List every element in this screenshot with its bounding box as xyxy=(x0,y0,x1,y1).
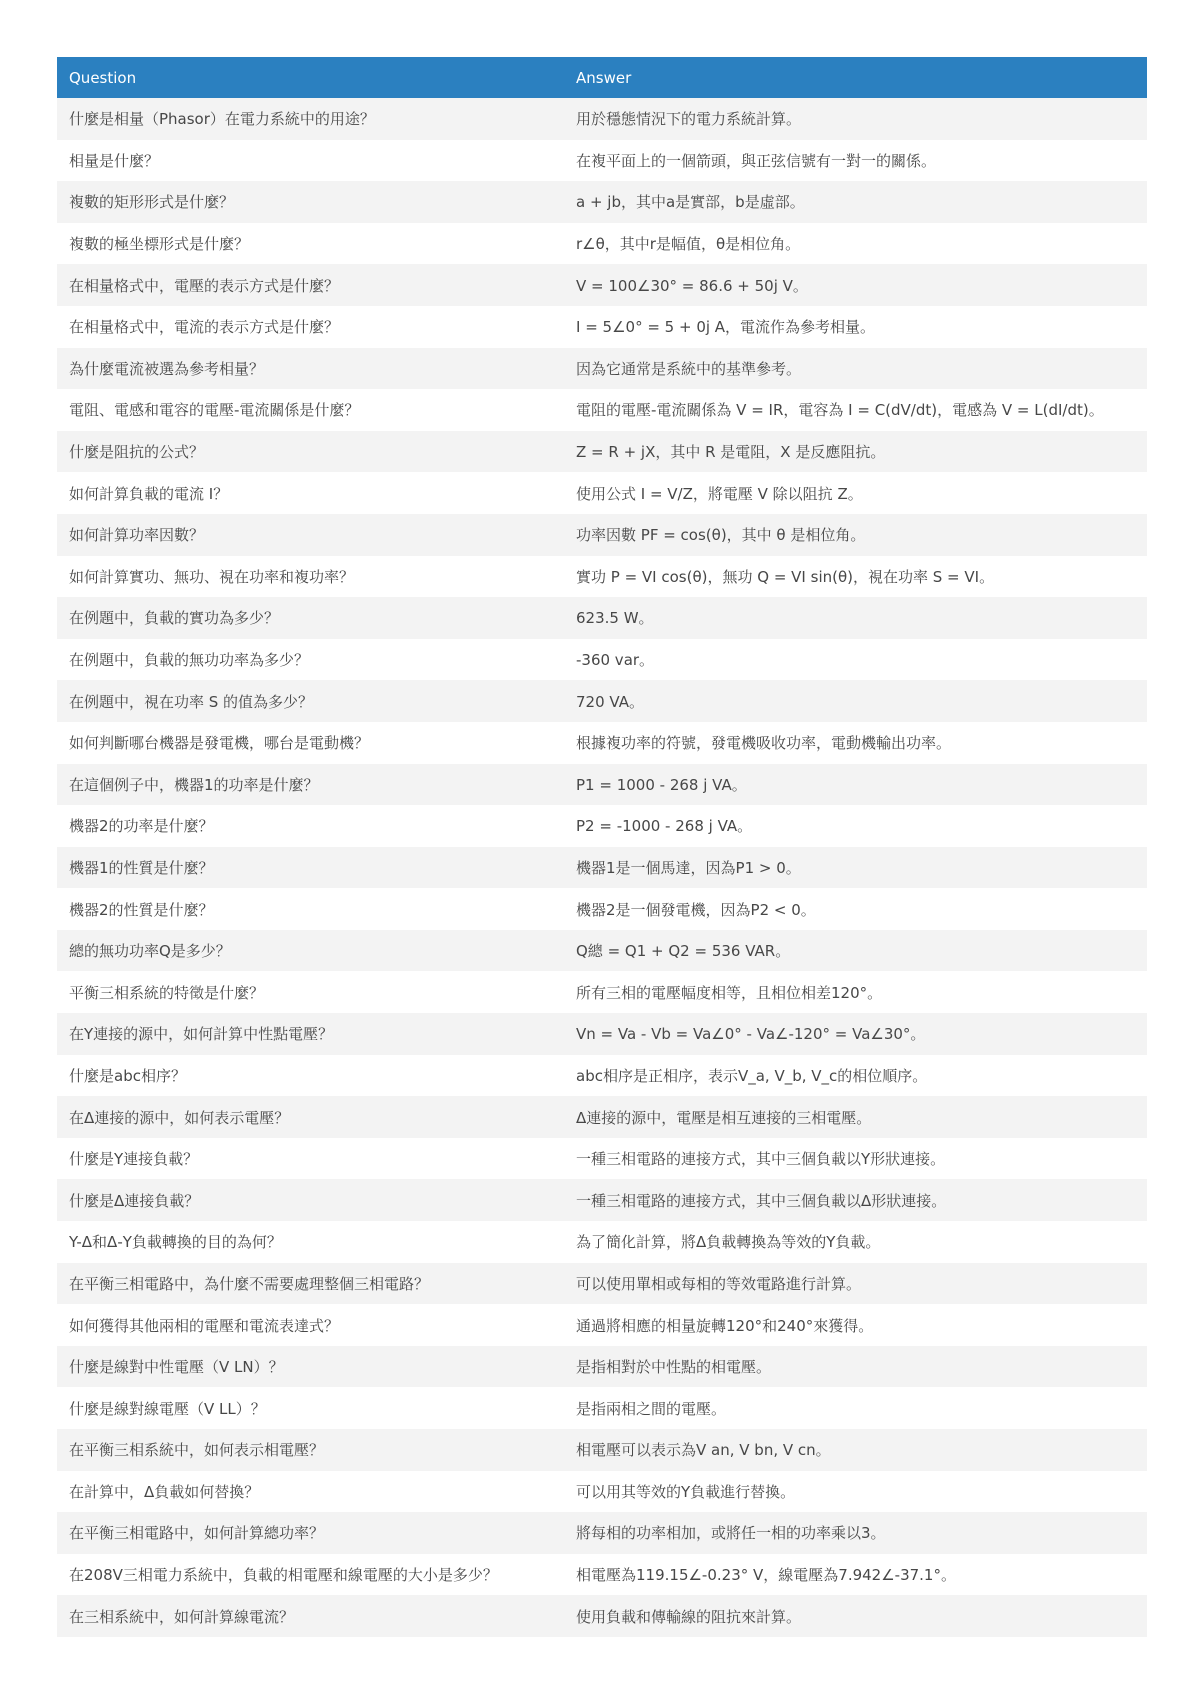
answer-cell: 是指兩相之間的電壓。 xyxy=(564,1387,1147,1429)
answer-cell: 相電壓可以表示為V an, V bn, V cn。 xyxy=(564,1429,1147,1471)
question-cell: 什麼是abc相序？ xyxy=(57,1055,564,1097)
table-row xyxy=(57,1471,1147,1513)
answer-cell: 720 VA。 xyxy=(564,680,1147,722)
question-cell: 複數的極坐標形式是什麼？ xyxy=(57,223,564,265)
question-cell: 什麼是線對線電壓（V LL）？ xyxy=(57,1387,564,1429)
qa-table xyxy=(57,57,1147,1637)
question-cell: 如何獲得其他兩相的電壓和電流表達式？ xyxy=(57,1304,564,1346)
answer-cell: -360 var。 xyxy=(564,639,1147,681)
answer-cell: abc相序是正相序，表示V_a, V_b, V_c的相位順序。 xyxy=(564,1055,1147,1097)
answer-cell: Vn = Va - Vb = Va∠0° - Va∠-120° = Va∠30°。 xyxy=(564,1013,1147,1055)
table-row xyxy=(57,223,1147,265)
answer-cell: P1 = 1000 - 268 j VA。 xyxy=(564,764,1147,806)
table-row xyxy=(57,1179,1147,1221)
table-row xyxy=(57,1387,1147,1429)
question-cell: 複數的矩形形式是什麼？ xyxy=(57,181,564,223)
answer-cell: 一種三相電路的連接方式，其中三個負載以Δ形狀連接。 xyxy=(564,1179,1147,1221)
table-row xyxy=(57,1346,1147,1388)
answer-cell: 用於穩態情況下的電力系統計算。 xyxy=(564,98,1147,140)
question-cell: 機器1的性質是什麼？ xyxy=(57,847,564,889)
question-cell: 在相量格式中，電壓的表示方式是什麼？ xyxy=(57,264,564,306)
question-cell: 在例題中，負載的無功功率為多少？ xyxy=(57,639,564,681)
answer-cell: 將每相的功率相加，或將任一相的功率乘以3。 xyxy=(564,1512,1147,1554)
table-row xyxy=(57,888,1147,930)
table-row xyxy=(57,1512,1147,1554)
question-cell: 如何計算實功、無功、視在功率和複功率？ xyxy=(57,556,564,598)
question-cell: 在平衡三相系統中，如何表示相電壓？ xyxy=(57,1429,564,1471)
answer-cell: Q總 = Q1 + Q2 = 536 VAR。 xyxy=(564,930,1147,972)
answer-cell: 實功 P = VI cos(θ)，無功 Q = VI sin(θ)，視在功率 S = VI。 xyxy=(564,556,1147,598)
question-cell: 電阻、電感和電容的電壓-電流關係是什麼？ xyxy=(57,389,564,431)
question-cell: Y-Δ和Δ-Y負載轉換的目的為何？ xyxy=(57,1221,564,1263)
question-cell: 總的無功功率Q是多少？ xyxy=(57,930,564,972)
answer-cell: Δ連接的源中，電壓是相互連接的三相電壓。 xyxy=(564,1096,1147,1138)
table-row xyxy=(57,348,1147,390)
answer-cell: 可以用其等效的Y負載進行替換。 xyxy=(564,1471,1147,1513)
question-cell: 什麼是Δ連接負載？ xyxy=(57,1179,564,1221)
question-cell: 如何計算負載的電流 I？ xyxy=(57,472,564,514)
table-row xyxy=(57,181,1147,223)
question-cell: 機器2的功率是什麼？ xyxy=(57,805,564,847)
answer-cell: 相電壓為119.15∠-0.23° V，線電壓為7.942∠-37.1°。 xyxy=(564,1554,1147,1596)
answer-cell: 在複平面上的一個箭頭，與正弦信號有一對一的關係。 xyxy=(564,140,1147,182)
table-row xyxy=(57,431,1147,473)
question-cell: 在相量格式中，電流的表示方式是什麼？ xyxy=(57,306,564,348)
question-cell: 平衡三相系統的特徵是什麼？ xyxy=(57,971,564,1013)
question-cell: 在208V三相電力系統中，負載的相電壓和線電壓的大小是多少？ xyxy=(57,1554,564,1596)
question-cell: 在平衡三相電路中，為什麼不需要處理整個三相電路？ xyxy=(57,1263,564,1305)
question-cell: 什麼是阻抗的公式？ xyxy=(57,431,564,473)
table-row xyxy=(57,1221,1147,1263)
question-cell: 在這個例子中，機器1的功率是什麼？ xyxy=(57,764,564,806)
table-row xyxy=(57,805,1147,847)
answer-cell: 根據複功率的符號，發電機吸收功率，電動機輸出功率。 xyxy=(564,722,1147,764)
answer-cell: Z = R + jX，其中 R 是電阻，X 是反應阻抗。 xyxy=(564,431,1147,473)
question-cell: 為什麼電流被選為參考相量？ xyxy=(57,348,564,390)
question-cell: 什麼是相量（Phasor）在電力系統中的用途？ xyxy=(57,98,564,140)
table-row xyxy=(57,98,1147,140)
answer-cell: r∠θ，其中r是幅值，θ是相位角。 xyxy=(564,223,1147,265)
question-cell: 在例題中，負載的實功為多少？ xyxy=(57,597,564,639)
question-cell: 在例題中，視在功率 S 的值為多少？ xyxy=(57,680,564,722)
table-row xyxy=(57,680,1147,722)
table-row xyxy=(57,722,1147,764)
question-cell: 如何計算功率因數？ xyxy=(57,514,564,556)
answer-cell: 為了簡化計算，將Δ負載轉換為等效的Y負載。 xyxy=(564,1221,1147,1263)
table-row xyxy=(57,1013,1147,1055)
table-row xyxy=(57,1138,1147,1180)
answer-cell: 功率因數 PF = cos(θ)，其中 θ 是相位角。 xyxy=(564,514,1147,556)
table-row xyxy=(57,1055,1147,1097)
question-cell: 在Y連接的源中，如何計算中性點電壓？ xyxy=(57,1013,564,1055)
table-row xyxy=(57,764,1147,806)
question-cell: 相量是什麼？ xyxy=(57,140,564,182)
question-cell: 什麼是線對中性電壓（V LN）？ xyxy=(57,1346,564,1388)
question-cell: 在平衡三相電路中，如何計算總功率？ xyxy=(57,1512,564,1554)
table-row xyxy=(57,1263,1147,1305)
answer-cell: I = 5∠0° = 5 + 0j A，電流作為參考相量。 xyxy=(564,306,1147,348)
table-row xyxy=(57,971,1147,1013)
question-cell: 在計算中，Δ負載如何替換？ xyxy=(57,1471,564,1513)
answer-cell: 使用公式 I = V/Z，將電壓 V 除以阻抗 Z。 xyxy=(564,472,1147,514)
table-row xyxy=(57,1096,1147,1138)
question-cell: 在三相系統中，如何計算線電流？ xyxy=(57,1595,564,1637)
question-cell: 如何判斷哪台機器是發電機，哪台是電動機？ xyxy=(57,722,564,764)
question-cell: 什麼是Y連接負載？ xyxy=(57,1138,564,1180)
header-row xyxy=(57,57,1147,98)
table-row xyxy=(57,556,1147,598)
answer-cell: P2 = -1000 - 268 j VA。 xyxy=(564,805,1147,847)
table-row xyxy=(57,930,1147,972)
answer-cell: 通過將相應的相量旋轉120°和240°來獲得。 xyxy=(564,1304,1147,1346)
answer-cell: 所有三相的電壓幅度相等，且相位相差120°。 xyxy=(564,971,1147,1013)
question-cell: 在Δ連接的源中，如何表示電壓？ xyxy=(57,1096,564,1138)
table-row xyxy=(57,1304,1147,1346)
table-row xyxy=(57,389,1147,431)
table-row xyxy=(57,472,1147,514)
table-row xyxy=(57,140,1147,182)
table-row xyxy=(57,1595,1147,1637)
answer-cell: 因為它通常是系統中的基準參考。 xyxy=(564,348,1147,390)
answer-cell: V = 100∠30° = 86.6 + 50j V。 xyxy=(564,264,1147,306)
question-column-header: Question xyxy=(57,57,564,98)
answer-cell: 使用負載和傳輸線的阻抗來計算。 xyxy=(564,1595,1147,1637)
answer-cell: 623.5 W。 xyxy=(564,597,1147,639)
table-row xyxy=(57,306,1147,348)
answer-cell: 電阻的電壓-電流關係為 V = IR，電容為 I = C(dV/dt)，電感為 V = L(dI/dt)。 xyxy=(564,389,1147,431)
table-row xyxy=(57,847,1147,889)
table-header xyxy=(57,57,1147,98)
table-body xyxy=(57,98,1147,1637)
table-row xyxy=(57,1554,1147,1596)
answer-column-header: Answer xyxy=(564,57,1147,98)
table-row xyxy=(57,514,1147,556)
table-row xyxy=(57,1429,1147,1471)
answer-cell: 機器2是一個發電機，因為P2 < 0。 xyxy=(564,888,1147,930)
table-row xyxy=(57,639,1147,681)
answer-cell: a + jb，其中a是實部，b是虛部。 xyxy=(564,181,1147,223)
answer-cell: 機器1是一個馬達，因為P1 > 0。 xyxy=(564,847,1147,889)
question-cell: 機器2的性質是什麼？ xyxy=(57,888,564,930)
answer-cell: 可以使用單相或每相的等效電路進行計算。 xyxy=(564,1263,1147,1305)
answer-cell: 一種三相電路的連接方式，其中三個負載以Y形狀連接。 xyxy=(564,1138,1147,1180)
table-row xyxy=(57,264,1147,306)
answer-cell: 是指相對於中性點的相電壓。 xyxy=(564,1346,1147,1388)
table-row xyxy=(57,597,1147,639)
